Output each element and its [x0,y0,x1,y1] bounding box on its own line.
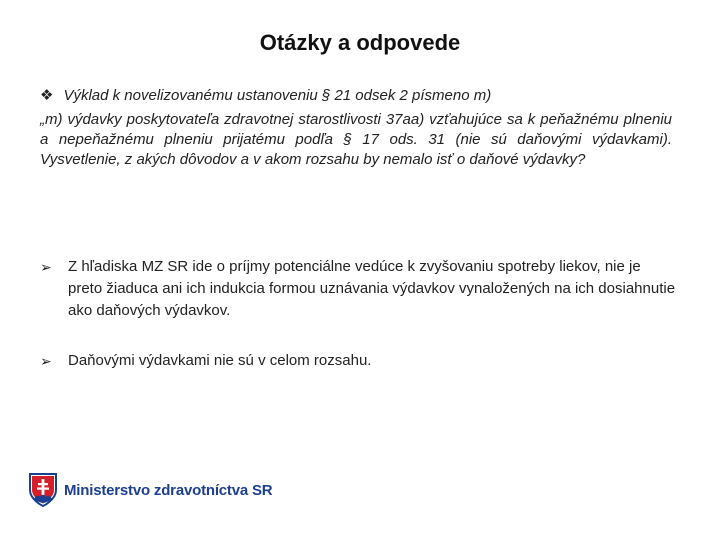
answer-text: Daňovými výdavkami nie sú v celom rozsahu. [68,352,372,369]
question-heading-row [40,86,672,106]
logo-text: Ministerstvo zdravotníctva SR [64,481,273,499]
diamond-bullet-icon: ❖ [40,87,54,104]
question-block [40,86,672,170]
arrow-bullet-icon: ➢ [40,353,52,369]
question-heading: Výklad k novelizovanému ustanoveniu § 21 odsek 2 písmeno m) [63,87,492,104]
page-title: Otázky a odpovede [259,30,461,55]
arrow-bullet-icon: ➢ [40,259,52,275]
answer-text: Z hľadiska MZ SR ide o príjmy potenciálne vedúce k zvyšovaniu spotreby liekov, nie je preto žiaduca ani ich indukcia formou uznávania výdavkov vynaložených na ich dosiahnutie ako daňových výdavkov. [68,258,676,319]
slovak-coat-of-arms-icon [28,472,58,508]
answer-item [40,256,676,322]
ministry-logo [28,472,272,508]
answer-item [40,350,676,372]
question-body: „m) výdavky poskytovateľa zdravotnej starostlivosti 37aa) vzťahujúce sa k peňažnému plneniu a nepeňažnému plneniu prijatému podľa § 17 ods. 31 (nie sú daňovými výdavkami). Vysvetlenie, z akých dôvodov a v akom rozsahu by nemalo isť o daňové výdavky? [40,111,672,168]
